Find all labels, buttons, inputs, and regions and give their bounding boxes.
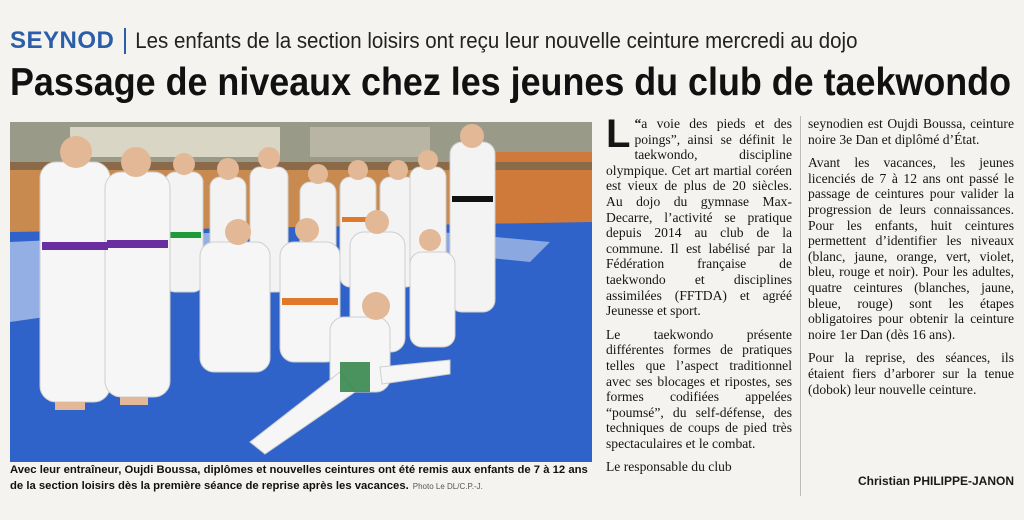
paragraph-1 bbox=[606, 112, 792, 319]
photo-caption bbox=[10, 462, 600, 495]
article-column-2 bbox=[808, 116, 1014, 405]
column-divider bbox=[800, 116, 801, 496]
kicker-subtitle: Les enfants de la section loisirs ont reçu leur nouvelle ceinture mercredi au dojo bbox=[135, 28, 858, 53]
opening-quote: “ bbox=[634, 116, 642, 131]
article-photo bbox=[10, 122, 592, 462]
author-signature: Christian PHILIPPE-JANON bbox=[857, 474, 1014, 488]
paragraph-5: Avant les vacances, les jeunes licenciés de 7 à 12 ans ont passé le passage de ceintures pour valider la progression de leurs connaissances. Pour les enfants, huit ceintures permettent d’identifier les niveaux (blanc, jaune, orange, vert, violet, bleu, rouge et noir). Pour les adultes, quatre ceintures (blanches, jaune, bleue, rouge) sont les étapes obligatoires pour obtenir la ceinture noire 1er Dan (dès 16 ans). bbox=[808, 155, 1014, 342]
paragraph-4: seynodien est Oujdi Boussa, ceinture noire 3e Dan et diplômé d’État. bbox=[808, 116, 1014, 147]
caption-text: Avec leur entraîneur, Oujdi Boussa, diplômes et nouvelles ceintures ont été remis aux enfants de 7 à 12 ans de la section loisirs dès la première séance de reprise après les vacances. bbox=[10, 464, 588, 492]
photo-credit: Photo Le DL/C.P.-J. bbox=[412, 482, 483, 491]
paragraph-3: Le responsable du club bbox=[606, 459, 732, 475]
paragraph-6: Pour la reprise, des séances, ils étaient fiers d’arborer sur la tenue (dobok) leur nouvelle ceinture. bbox=[808, 350, 1014, 397]
paragraph-1-text: a voie des pieds et des poings”, ainsi se définit le taekwondo, discipline olympique. Cet art martial coréen est vieux de plus de 20 siècles. Au dojo du gymnase Max-Decarre, l’activité se pratique depuis 2014 au club de la commune. Il est labélisé par la Fédération française de taekwondo et disciplines assimilées (FFTDA) et agréé Jeunesse et sport. bbox=[606, 116, 792, 319]
paragraph-2: Le taekwondo présente différentes formes de pratiques telles que l’aspect traditionnel avec ses blocages et ripostes, ses formes codifiées appelées “poumsé”, du self-défense, des techniques de coups de pied très spectaculaires et le combat. bbox=[606, 326, 792, 451]
article-column-1 bbox=[606, 112, 792, 483]
dojo-photo-illustration bbox=[10, 122, 592, 462]
headline: Passage de niveaux chez les jeunes du club de taekwondo bbox=[10, 61, 1012, 104]
kicker bbox=[10, 24, 913, 58]
kicker-town: SEYNOD bbox=[10, 28, 126, 54]
drop-cap: L bbox=[606, 112, 631, 156]
